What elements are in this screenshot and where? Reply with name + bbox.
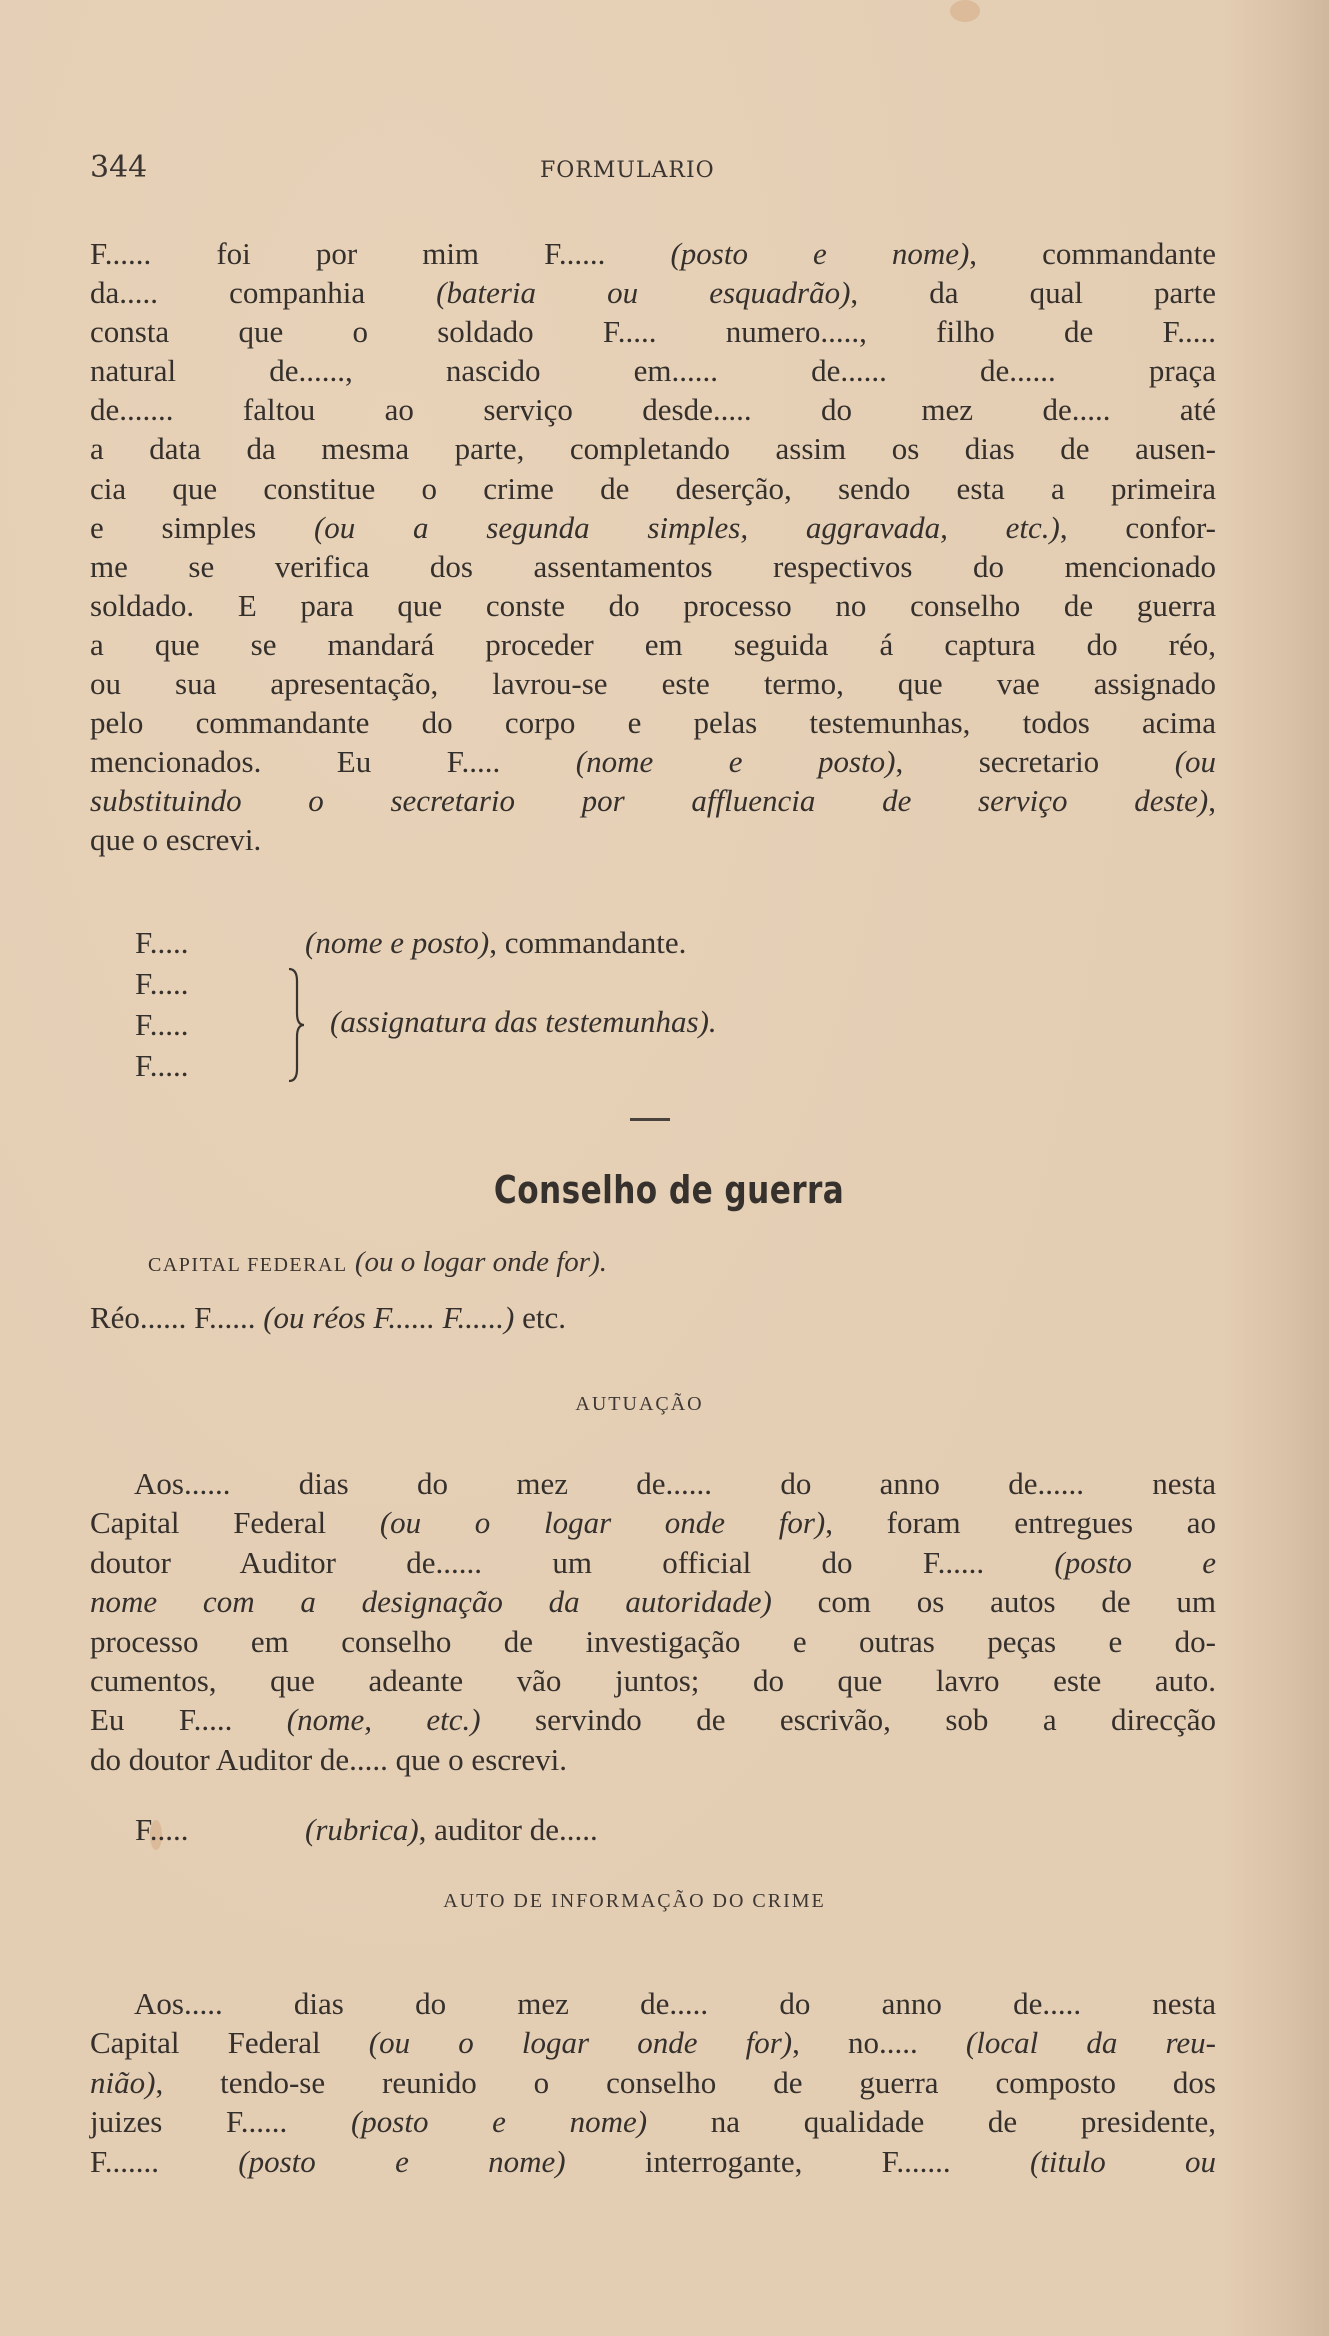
auto-informacao-line	[90, 2102, 1216, 2141]
page-header	[90, 150, 1240, 190]
text-run: Capital Federal	[90, 1505, 380, 1541]
text-run: F...... foi por mim F......	[90, 236, 671, 271]
text-run: com os autos de um	[771, 1584, 1216, 1620]
italic-run: nião)	[90, 2064, 156, 2100]
autuacao-line	[90, 1464, 1216, 1503]
termo-line	[90, 469, 1216, 508]
text-run: que o escrevi.	[90, 822, 262, 858]
text-run: doutor Auditor de...... um official do F......	[90, 1544, 1055, 1580]
termo-line	[90, 234, 1216, 273]
capital-line	[148, 1246, 1048, 1279]
termo-line	[90, 312, 1216, 351]
italic-run: (posto e	[1054, 1544, 1216, 1580]
text-run: Aos..... dias do mez de..... do anno de..... nesta	[134, 1986, 1216, 2021]
italic-run: nome com a designação da autoridade)	[90, 1584, 772, 1620]
witness-1: F.....	[135, 966, 189, 1001]
running-title: FORMULARIO	[540, 158, 715, 183]
termo-line	[90, 625, 1216, 664]
capital-smallcaps: CAPITAL FEDERAL	[148, 1254, 348, 1276]
text-run: me se verifica dos assentamentos respectivos do mencionado	[90, 548, 1216, 584]
text-run: interrogante, F.......	[565, 2143, 1030, 2179]
auto-informacao-line	[90, 2063, 1216, 2102]
autuacao-line	[90, 1503, 1216, 1542]
rubrica-line	[135, 1812, 598, 1848]
autuacao-heading: AUTUAÇÃO	[575, 1393, 704, 1415]
text-run: Aos...... dias do mez de...... do anno de...... nesta	[134, 1466, 1216, 1501]
text-run: consta que o soldado F..... numero....., filho de F.....	[90, 314, 1216, 350]
termo-line	[90, 742, 1216, 781]
witness-2: F.....	[135, 1007, 189, 1042]
text-run: processo em conselho de investigação e outras peças e do-	[90, 1623, 1216, 1659]
text-run: de....... faltou ao serviço desde..... do mez de..... até	[90, 392, 1216, 428]
commander-label: , commandante.	[489, 925, 687, 960]
auto-informacao-line	[90, 2142, 1216, 2181]
text-run: natural de......, nascido em...... de...... de...... praça	[90, 353, 1216, 389]
reo-tail: etc.	[514, 1300, 567, 1335]
text-run: ou sua apresentação, lavrou-se este termo, que vae assignado	[90, 666, 1216, 702]
capital-italic: (ou o logar onde for).	[354, 1246, 607, 1278]
italic-run: (ou a segunda simples, aggravada, etc.)	[313, 509, 1060, 545]
rubrica-italic: (rubrica)	[305, 1812, 419, 1847]
autuacao-line	[90, 1661, 1216, 1700]
text-run: soldado. E para que conste do processo no conselho de guerra	[90, 587, 1216, 623]
commander-signature	[135, 922, 686, 963]
italic-run: (titulo ou	[1029, 2143, 1217, 2179]
italic-run: (local da reu-	[965, 2025, 1216, 2061]
signature-block	[135, 922, 717, 1086]
page-number: 344	[90, 150, 148, 185]
witness-signatures	[135, 963, 717, 1086]
termo-line	[90, 547, 1216, 586]
text-run: servindo de escrivão, sob a direcção	[480, 1702, 1216, 1738]
right-brace-icon	[287, 967, 305, 1083]
termo-line	[90, 664, 1216, 703]
rubrica-tail: , auditor de.....	[418, 1812, 598, 1847]
termo-line	[90, 508, 1216, 547]
text-run: ,	[1208, 783, 1216, 819]
auto-informacao-paragraph	[90, 1984, 1216, 2181]
termo-line	[90, 820, 1216, 859]
termo-line	[90, 273, 1216, 312]
text-run: Eu F.....	[90, 1702, 287, 1738]
termo-line	[90, 586, 1216, 625]
autuacao-line	[90, 1700, 1216, 1739]
text-run: da..... companhia	[90, 275, 437, 311]
reo-line	[90, 1300, 566, 1336]
italic-run: (posto e nome)	[238, 2143, 566, 2179]
text-run: F.......	[90, 2143, 239, 2179]
italic-run: (ou	[1174, 744, 1217, 780]
text-run: na qualidade de presidente,	[647, 2104, 1217, 2140]
italic-run: (ou o logar onde for)	[368, 2025, 793, 2061]
autuacao-paragraph	[90, 1464, 1216, 1779]
text-run: pelo commandante do corpo e pelas testemunhas, todos acima	[90, 705, 1216, 741]
autuacao-line	[90, 1543, 1216, 1582]
paper-stain	[950, 0, 980, 22]
text-run: e simples	[90, 509, 314, 545]
commander-label-italic: (nome e posto)	[305, 925, 490, 960]
witness-label: (assignatura das testemunhas).	[330, 1004, 717, 1039]
text-run: a data da mesma parte, completando assim os dias de ausen-	[90, 431, 1216, 467]
italic-run: (posto e nome)	[670, 236, 970, 271]
termo-line	[90, 351, 1216, 390]
reo-plain: Réo...... F......	[90, 1300, 264, 1335]
text-run: , confor-	[1059, 509, 1216, 545]
text-run: Capital Federal	[90, 2025, 369, 2061]
section-divider	[630, 1118, 670, 1121]
auto-informacao-line	[90, 2023, 1216, 2062]
text-run: mencionados. Eu F.....	[90, 744, 576, 780]
witness-3: F.....	[135, 1048, 189, 1083]
italic-run: (nome, etc.)	[286, 1702, 481, 1738]
text-run: , secretario	[895, 744, 1175, 780]
text-run: , foram entregues ao	[825, 1505, 1216, 1541]
italic-run: (bateria ou esquadrão)	[436, 275, 851, 311]
reo-italic: (ou réos F...... F......)	[263, 1300, 515, 1335]
autuacao-line	[90, 1582, 1216, 1621]
text-run: cia que constitue o crime de deserção, sendo esta a primeira	[90, 470, 1216, 506]
text-run: , da qual parte	[850, 275, 1216, 311]
italic-run: (nome e posto)	[575, 744, 896, 780]
text-run: , commandante	[969, 236, 1216, 271]
commander-f: F.....	[135, 925, 189, 960]
text-run: , no.....	[792, 2025, 966, 2061]
text-run: juizes F......	[90, 2104, 351, 2140]
autuacao-line	[90, 1622, 1216, 1661]
section-title: Conselho de guerra	[493, 1168, 845, 1212]
text-run: a que se mandará proceder em seguida á captura do réo,	[90, 626, 1216, 662]
italic-run: (posto e nome)	[350, 2104, 648, 2140]
auto-informacao-heading: AUTO DE INFORMAÇÃO DO CRIME	[443, 1890, 826, 1912]
termo-line	[90, 390, 1216, 429]
termo-line	[90, 429, 1216, 468]
termo-desercao-paragraph	[90, 234, 1216, 860]
termo-line	[90, 703, 1216, 742]
text-run: , tendo-se reunido o conselho de guerra composto dos	[155, 2064, 1216, 2100]
text-run: cumentos, que adeante vão juntos; do que lavro este auto.	[90, 1663, 1216, 1699]
italic-run: (ou o logar onde for)	[379, 1505, 826, 1541]
text-run: do doutor Auditor de..... que o escrevi.	[90, 1741, 567, 1777]
rubrica-f: F.....	[135, 1812, 189, 1847]
italic-run: substituindo o secretario por affluencia de serviço deste)	[90, 783, 1209, 819]
auto-informacao-line	[90, 1984, 1216, 2023]
termo-line	[90, 781, 1216, 820]
autuacao-line	[90, 1740, 1216, 1779]
